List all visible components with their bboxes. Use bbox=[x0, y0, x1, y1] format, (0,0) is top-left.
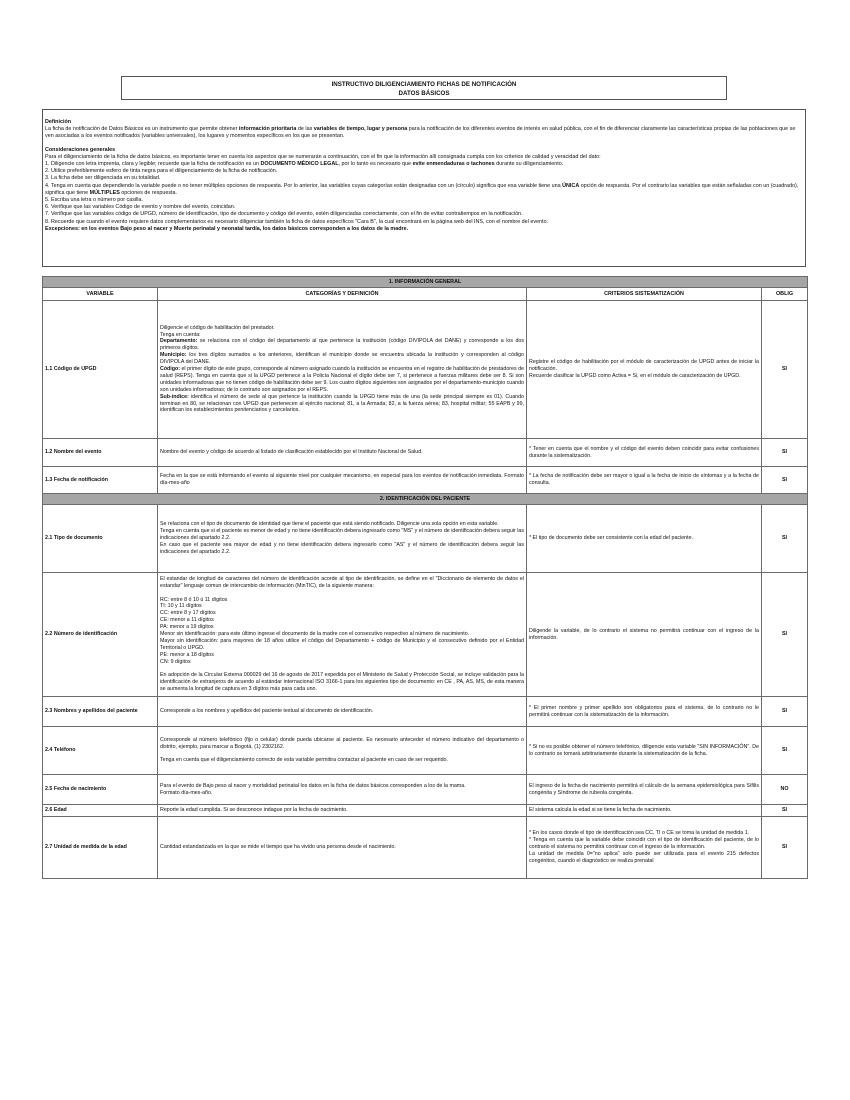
table-row bbox=[43, 467, 808, 494]
text-run: Corresponde a los nombres y apellidos del paciente textual al documento de identificación. bbox=[160, 708, 374, 715]
text-run: Se relaciona con el tipo de documento de identidad que tiene el paciente que está siendo notificado. Diligencie una sola opción en esta variable. bbox=[160, 521, 499, 528]
oblig-cell: SI bbox=[762, 505, 808, 573]
definition-line bbox=[160, 366, 524, 394]
text-run: Nombre del evento y código de acuerdo al listado de clasificación establecido por el Instituto Nacional de Salud. bbox=[160, 449, 423, 456]
definition-line bbox=[160, 737, 524, 751]
document-title-box bbox=[121, 76, 727, 100]
column-header-definition: CATEGORÍAS Y DEFINICIÓN bbox=[158, 288, 527, 301]
bold-text: variables de tiempo, lugar y persona bbox=[313, 126, 408, 133]
definition-cell bbox=[158, 505, 527, 573]
variable-cell: 2.6 Edad bbox=[43, 805, 158, 817]
document-subtitle: DATOS BÁSICOS bbox=[398, 90, 450, 97]
definition-line bbox=[160, 751, 524, 758]
criteria-line: El ingreso de la fecha de nacimiento permitirá el cálculo de la semana epidemiológica para Sífilis congénita y Síndrome de rubeola congénita. bbox=[529, 782, 759, 796]
consideration-item bbox=[45, 168, 803, 175]
oblig-cell: SI bbox=[762, 467, 808, 494]
table-row bbox=[43, 301, 808, 439]
variable-cell: 2.5 Fecha de nacimiento bbox=[43, 775, 158, 805]
section-title: 1. INFORMACIÓN GENERAL bbox=[43, 277, 808, 288]
definition-line bbox=[160, 590, 524, 597]
oblig-cell: SI bbox=[762, 439, 808, 467]
document-title: INSTRUCTIVO DILIGENCIAMIENTO FICHAS DE NOTIFICACIÓN bbox=[331, 81, 517, 88]
text-run: La ficha de notificación de Datos Básicos es un instrumento que permite obtener bbox=[45, 126, 239, 133]
definition-line bbox=[160, 638, 524, 652]
criteria-cell bbox=[527, 805, 762, 817]
consideration-item bbox=[45, 197, 803, 204]
definition-line bbox=[160, 473, 524, 487]
text-run: Diligencie el código de habilitación del prestador. bbox=[160, 324, 275, 331]
text-run: RC: entre 8 ó 10 ú 11 dígitos bbox=[160, 596, 228, 603]
bold-text: Municipio: bbox=[160, 352, 187, 359]
criteria-cell bbox=[527, 727, 762, 775]
definition-cell bbox=[158, 727, 527, 775]
definition-cell bbox=[158, 775, 527, 805]
definition-text bbox=[45, 126, 803, 140]
criteria-line: Diligende la variable, de lo contrario el sistema no permitirá continuar con el ingreso de la información. bbox=[529, 627, 759, 641]
text-run: Para el evento de Bajo peso al nacer y mortalidad perinatal los datos en la ficha de datos básicos corresponden a los de la mama. bbox=[160, 782, 466, 789]
text-run: Tenga en cuenta: bbox=[160, 331, 201, 338]
considerations-lead: Para el diligenciamiento de la ficha de datos básicos, es importante tener en cuenta los aspectos que se numerarán a continuación, con el fin que la información allí consignada cumpla con los criterios de calidad y veracidad del dato: bbox=[45, 153, 601, 160]
text-run: se relaciona con el código del departamento al que pertenece la institución (código DIVIPOLA del DANE) y corresponde a los dos primeros dígitos. bbox=[160, 338, 524, 352]
variable-cell: 1.1 Código de UPGD bbox=[43, 301, 158, 439]
text-run: para la notificación de los diferentes eventos de interés en salud pública, con el fin de diferenciar claramente las características propias de las poblaciones que se ven asociadas a los eventos notificados (variables universales), los lugares y momentos específicos en los que se presentan. bbox=[45, 126, 796, 140]
text-run: Tenga en cuenta que el diligenciamiento correcto de esta variable permitira contactar al paciente en caso de ser requerido. bbox=[160, 757, 448, 764]
oblig-cell: SI bbox=[762, 817, 808, 879]
criteria-line: Registre el código de habilitación por el módulo de caracterización de UPGD antes de iniciar la notificación. bbox=[529, 359, 759, 373]
definition-line bbox=[160, 521, 524, 528]
criteria-line: La unidad de medida 0="no aplica" solo puede ser utilizada para el evento 215 defectos congénitos, cuando el diagnóstico se realiza prenatal bbox=[529, 850, 759, 864]
text-run: durante su diligenciamiento. bbox=[494, 161, 564, 168]
definition-line bbox=[160, 757, 524, 764]
text-run: Cantidad estandarizada en la que se mide el tiempo que ha vivido una persona desde el nacimiento. bbox=[160, 844, 396, 851]
text-run: 5. Escriba una letra o número por casilla. bbox=[45, 197, 143, 204]
bold-text: Código: bbox=[160, 366, 181, 373]
definition-line bbox=[160, 631, 524, 638]
text-run: Reporte la edad cumplida. Si se desconoce indague por la fecha de nacimiento. bbox=[160, 807, 348, 814]
oblig-cell: SI bbox=[762, 301, 808, 439]
table-row bbox=[43, 775, 808, 805]
criteria-cell bbox=[527, 467, 762, 494]
text-run: 6. Verifique que las variables Código de evento y nombre del evento, coincidan. bbox=[45, 204, 236, 211]
text-run: Formato día-mes-año. bbox=[160, 789, 213, 796]
definition-line bbox=[160, 708, 524, 715]
text-run: opción de respuesta. Por el contrario las variables que están señaladas con un (cuadrado), significa que tiene bbox=[45, 182, 799, 196]
definition-line bbox=[160, 783, 524, 790]
text-run: En caso que el paciente sea mayor de edad y no tiene identificación debera ingresarlo como "AS" y el número de identificación debera seguir las indicaciones del apartado 2.2. bbox=[160, 541, 524, 555]
text-run: En adopción de la Circular Externa 000029 del 16 de agosto de 2017 expedida por el Ministerio de Salud y Protección Social, se incluye validación para la identificación de extranjeros de acuerdo al estándar internacional ISO 3166-1 para los siguientes tipo de documento: en CE , PA, AS, MS, de esta manera se aumenta la longitud de captura en 3 dígitos más para cada uno. bbox=[160, 672, 524, 693]
consideration-item bbox=[45, 204, 803, 211]
definition-cell bbox=[158, 697, 527, 727]
variable-cell: 2.2 Número de identificación bbox=[43, 573, 158, 697]
section-header bbox=[43, 494, 808, 505]
text-run: el primer dígito de este grupo, corresponde al número asignado cuando la institución se encuentra en el registro de habilitación de prestadores de salud (REPS). Tenga en cuenta que si la UPGD pertenece a la Policía Nacional el dígito debe ser 7, si pertenece a fuerzas militares debe ser 8. Si son unidades informadoras que no tienen código de habilitación debe ser 9. Los cuatro dígitos siguientes son asignados por el departamento-municipio cuando son unidades informadoras; de lo contrario son asignados por el REPS. bbox=[160, 366, 524, 393]
consideration-item bbox=[45, 161, 803, 168]
exceptions-note: Excepciones: en los eventos Bajo peso al nacer y Muerte perinatal y neonatal tardía, los datos básicos corresponden a los datos de la madre. bbox=[45, 225, 409, 232]
bold-text: información prioritaria bbox=[238, 126, 297, 133]
considerations-heading: Consideraciones generales bbox=[45, 146, 116, 153]
definition-cell bbox=[158, 301, 527, 439]
bold-text: Sub-índice: bbox=[160, 393, 189, 400]
bold-text: MÚLTIPLES bbox=[89, 189, 120, 196]
definition-line bbox=[160, 576, 524, 590]
criteria-line: * El tipo de documento debe ser consistente con la edad del paciente. bbox=[529, 535, 694, 542]
criteria-cell bbox=[527, 817, 762, 879]
variable-cell: 1.2 Nombre del evento bbox=[43, 439, 158, 467]
criteria-line: * Tenga en cuenta que la variable debe coincidir con el tipo de identificación del paciente, de lo contrario el sistema no permitirá continuar con el ingreso de la información. bbox=[529, 837, 759, 851]
section-title: 2. IDENTIFICACIÓN DEL PACIENTE bbox=[43, 494, 808, 505]
text-run: PA: menor a 19 dígitos bbox=[160, 624, 214, 631]
bold-text: ÚNICA bbox=[562, 182, 580, 189]
criteria-cell bbox=[527, 505, 762, 573]
criteria-cell bbox=[527, 439, 762, 467]
criteria-line: * El primer nombre y primer apellido son obligatorios para el sistema, de lo contrario no le permitirá continuar con la sistematización de la información. bbox=[529, 704, 759, 718]
definition-line bbox=[160, 325, 524, 332]
definition-line bbox=[160, 352, 524, 366]
definition-line bbox=[160, 666, 524, 673]
text-run: 2. Utilice preferiblemente esfero de tinta negra para el diligenciamiento de la ficha de notificación. bbox=[45, 168, 278, 175]
criteria-cell bbox=[527, 775, 762, 805]
criteria-line: El sistema calcula la edad si se tiene la fecha de nacimiento. bbox=[529, 807, 672, 814]
consideration-item bbox=[45, 219, 803, 226]
text-run: CC: entre 8 y 17 dígitos bbox=[160, 610, 216, 617]
text-run: 7. Verifique que las variables código de UPGD, número de identificación, tipo de documento y código del evento, estén diligenciadas correctamente, con el fin de evitar contratiempos en la notificación. bbox=[45, 211, 523, 218]
oblig-cell: SI bbox=[762, 727, 808, 775]
definition-line bbox=[160, 332, 524, 339]
table-row bbox=[43, 817, 808, 879]
text-run: , por lo tanto es necesario que bbox=[338, 161, 413, 168]
text-run: 4. Tenga en cuenta que dependiendo la variable puede o no tener múltiples opciones de respuesta. Por lo anterior, las variables cuyas categorías están designadas con un (círculo) significa que esa variable tiene una bbox=[45, 182, 563, 189]
text-run: de las bbox=[296, 126, 314, 133]
consideration-item bbox=[45, 211, 803, 218]
text-run: Mayor sin identificación: para mayores de 18 años utilice el código del Departamento + código de Municipio y el consecutivo definido por el Entidad Territorial o UPGD. bbox=[160, 637, 524, 651]
oblig-cell: SI bbox=[762, 805, 808, 817]
table-row bbox=[43, 505, 808, 573]
table-row bbox=[43, 727, 808, 775]
definition-line bbox=[160, 807, 524, 814]
table-row bbox=[43, 805, 808, 817]
variable-cell: 2.1 Tipo de documento bbox=[43, 505, 158, 573]
considerations-list bbox=[45, 161, 803, 226]
column-header-oblig: OBLIG bbox=[762, 288, 808, 301]
text-run: identifica el número de sede al que pertence la institución cuando la UPGD tiene más de una (la sede principal siempre es 01). Cuando terminan en 80, se relacionan con UPGD que pertenecen al ejército nacional; 81, a la Armada; 82, a la fuerza aérea; 83, hospital militar; 55 EAPB y 99, identifican los establecimientos penitenciarios y carcelarios. bbox=[160, 393, 524, 414]
definition-cell bbox=[158, 573, 527, 697]
text-run: 1. Diligencie con letra imprenta, clara y legible; recuerde que la ficha de notificación es un bbox=[45, 161, 261, 168]
definition-line bbox=[160, 790, 524, 797]
criteria-line: * Si no es posible obtener el número telefónico, diligencie esta variable "SIN INFORMACIÓN". De lo contrario se tomará arbitrariamente durante la sistematización de la ficha. bbox=[529, 743, 759, 757]
text-run: El estandar de longitud de caracteres del número de identificación acorde al tipo de identificación, se define en el "Diccionario de elemento de datos el estandar" lenguaje comun de intercambio de información (MinTIC), de la siguiente manera: bbox=[160, 575, 524, 589]
definition-line bbox=[160, 652, 524, 659]
text-run: 3. La ficha debe ser diligenciada en su totalidad. bbox=[45, 175, 161, 182]
text-run: 8. Recuerde que cuando el evento requiere datos complementarios es necesario diligenciar también la ficha de datos específicos "Cara B", la cual encontrará en la página web del INS, con el nombre del evento. bbox=[45, 218, 549, 225]
text-run: opciones de respuesta. bbox=[119, 189, 178, 196]
text-run: Menor sin identificación: para este último ingrese el documento de la madre con el consecutivo respectivo al número de nacimiento. bbox=[160, 631, 470, 638]
criteria-line: * La fecha de notificación debe ser mayor o igual a la fecha de inicio de síntomas y a la fecha de consulta. bbox=[529, 473, 759, 486]
variable-cell: 1.3 Fecha de notificación bbox=[43, 467, 158, 494]
definition-cell bbox=[158, 805, 527, 817]
bold-text: Departamento: bbox=[160, 338, 198, 345]
definition-line bbox=[160, 542, 524, 556]
intro-section bbox=[42, 109, 806, 267]
definition-line bbox=[160, 659, 524, 666]
definition-cell bbox=[158, 817, 527, 879]
consideration-item bbox=[45, 175, 803, 182]
definition-line bbox=[160, 338, 524, 352]
variable-cell: 2.7 Unidad de medida de la edad bbox=[43, 817, 158, 879]
table-row bbox=[43, 573, 808, 697]
criteria-cell bbox=[527, 697, 762, 727]
oblig-cell: NO bbox=[762, 775, 808, 805]
oblig-cell: SI bbox=[762, 573, 808, 697]
table-row bbox=[43, 439, 808, 467]
definition-line bbox=[160, 394, 524, 415]
definition-cell bbox=[158, 439, 527, 467]
definition-heading: Definición bbox=[45, 119, 72, 125]
text-run: CE: menor a 11 dígitos bbox=[160, 617, 214, 624]
text-run: los tres dígitos sumados a los anteriores, identifican el municipio donde se encuentra ubicada la institución y corresponden al código DIVIPOLA del DANE. bbox=[160, 352, 524, 366]
criteria-line: * Tener en cuenta que el nombre y el código del evento deben coincidir para evitar confusiones durante la sistematización. bbox=[529, 445, 759, 459]
definition-line bbox=[160, 844, 524, 851]
bold-text: DOCUMENTO MÉDICO LEGAL bbox=[260, 161, 339, 168]
table-row bbox=[43, 697, 808, 727]
variable-cell: 2.4 Teléfono bbox=[43, 727, 158, 775]
text-run: Tenga en cuenta que si el paciente es menor de edad y no tiene identificación debera ingresarlo como "MS" y el número de identificación debera seguir las indicaciones del apartado 2.2. bbox=[160, 528, 524, 542]
table-header-row bbox=[43, 288, 808, 301]
text-run: Fecha en la que se está informando el evento al siguiente nivel por cualquier mecanismo, en especial para los eventos de notificación inmediata. Formato día-mes-año bbox=[160, 473, 524, 486]
section-header bbox=[43, 277, 808, 288]
definition-line bbox=[160, 597, 524, 604]
variables-table bbox=[42, 276, 808, 879]
consideration-item bbox=[45, 183, 803, 197]
text-run: TI: 10 y 11 dígitos bbox=[160, 603, 202, 610]
column-header-criteria: CRITERIOS SISTEMATIZACIÓN bbox=[527, 288, 762, 301]
definition-line bbox=[160, 449, 524, 456]
text-run: PE: menor a 18 dígitos bbox=[160, 651, 214, 658]
definition-cell bbox=[158, 467, 527, 494]
definition-line bbox=[160, 610, 524, 617]
bold-text: evite enmendaduras o tachones bbox=[412, 161, 495, 168]
definition-line bbox=[160, 528, 524, 542]
text-run: CN: 9 dígitos bbox=[160, 658, 191, 665]
criteria-cell bbox=[527, 573, 762, 697]
column-header-variable: VARIABLE bbox=[43, 288, 158, 301]
text-run: Corresponde al número telefónico (fijo o celular) donde pueda ubicarse al paciente. Es necesario anteceder el número indicativo del departamento o distrito, ejemplo, para marcar a Bogotá, (1) 2302162. bbox=[160, 736, 524, 750]
oblig-cell: SI bbox=[762, 697, 808, 727]
definition-line bbox=[160, 672, 524, 693]
variable-cell: 2.3 Nombres y apellidos del paciente bbox=[43, 697, 158, 727]
definition-line bbox=[160, 617, 524, 624]
criteria-line: Recuerde clasificar la UPGD como Activa = Si, en el módulo de caracterización de UPGD. bbox=[529, 372, 741, 379]
criteria-line: * En los casos donde el tipo de identificación sea CC, TI o CE se toma la unidad de medida 1. bbox=[529, 830, 750, 837]
criteria-cell bbox=[527, 301, 762, 439]
definition-line bbox=[160, 603, 524, 610]
definition-line bbox=[160, 624, 524, 631]
